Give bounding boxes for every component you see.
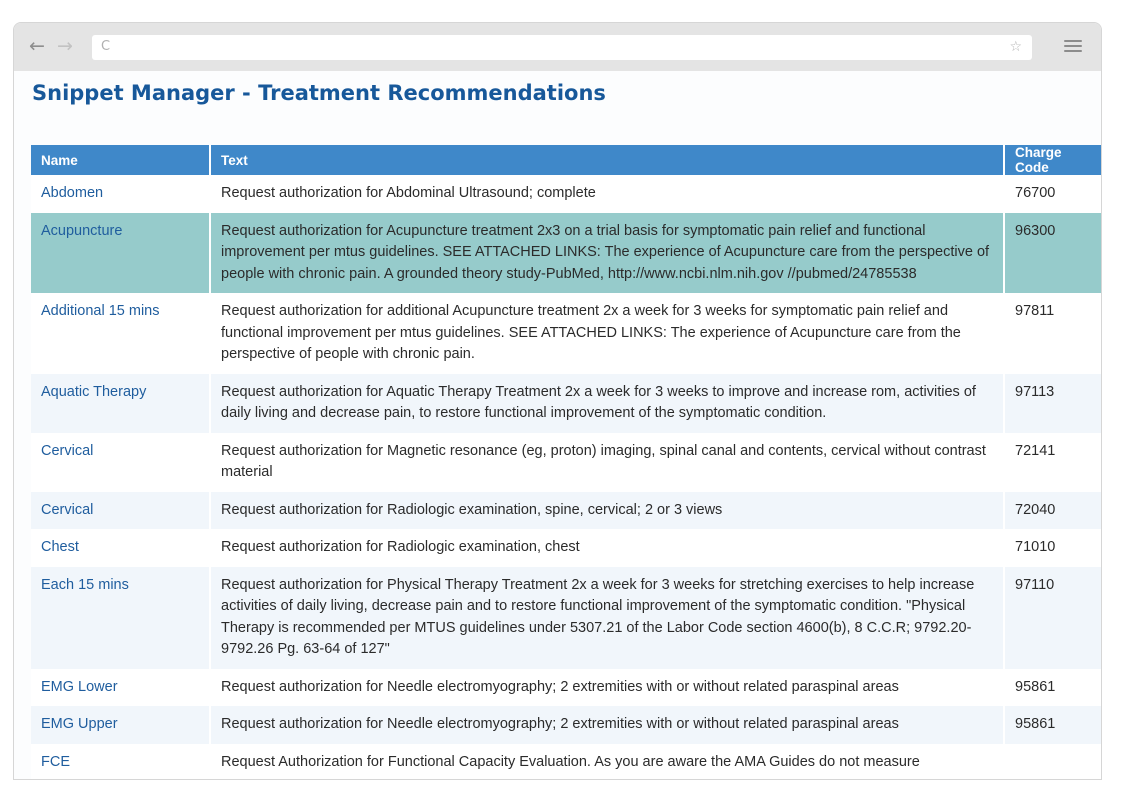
row-name-cell xyxy=(31,706,210,744)
back-arrow-icon[interactable]: ← xyxy=(29,35,45,57)
row-charge-code-cell: 72040 xyxy=(1004,492,1101,530)
row-charge-code-cell: 97110 xyxy=(1004,567,1101,669)
row-name-cell xyxy=(31,669,210,707)
row-charge-code-cell: 95861 xyxy=(1004,706,1101,744)
row-name-cell xyxy=(31,744,210,781)
column-header-text[interactable]: Text xyxy=(210,145,1004,175)
row-text-cell: Request authorization for Physical Therapy Treatment 2x a week for 3 weeks for stretching exercises to help increase activities of daily living, decrease pain and to restore functional improvement of the symptomatic condition. "Physical Therapy is recommended per MTUS guidelines under 5307.21 of the Labor Code section 4600(b), 8 C.C.R; 9792.20-9792.26 Pg. 63-64 of 127" xyxy=(210,567,1004,669)
row-charge-code-cell xyxy=(1004,744,1101,781)
snippet-name-link[interactable]: FCE xyxy=(41,753,70,770)
reload-icon[interactable]: C xyxy=(101,39,111,54)
bookmark-star-icon[interactable]: ☆ xyxy=(1009,39,1022,55)
row-charge-code-cell: 71010 xyxy=(1004,529,1101,567)
row-text-cell: Request authorization for Radiologic examination, spine, cervical; 2 or 3 views xyxy=(210,492,1004,530)
row-text-cell: Request authorization for Needle electromyography; 2 extremities with or without related paraspinal areas xyxy=(210,669,1004,707)
table-row[interactable] xyxy=(31,213,1101,294)
table-header-row xyxy=(31,145,1101,175)
forward-arrow-icon[interactable]: → xyxy=(57,35,73,57)
snippet-name-link[interactable]: Aquatic Therapy xyxy=(41,383,147,400)
table-row[interactable] xyxy=(31,492,1101,530)
column-header-charge-code[interactable]: Charge Code xyxy=(1004,145,1101,175)
row-name-cell xyxy=(31,433,210,492)
row-name-cell xyxy=(31,529,210,567)
snippet-name-link[interactable]: Additional 15 mins xyxy=(41,303,160,319)
page-title: Snippet Manager - Treatment Recommendations xyxy=(32,81,606,105)
row-charge-code-cell: 96300 xyxy=(1004,213,1101,294)
table-row[interactable] xyxy=(31,706,1101,744)
snippet-name-link[interactable]: Acupuncture xyxy=(41,222,123,239)
table-row[interactable] xyxy=(31,669,1101,707)
address-bar[interactable] xyxy=(92,35,1032,60)
row-text-cell: Request authorization for Needle electromyography; 2 extremities with or without related paraspinal areas xyxy=(210,706,1004,744)
row-charge-code-cell: 97811 xyxy=(1004,293,1101,374)
table-row[interactable] xyxy=(31,293,1101,374)
row-text-cell: Request authorization for additional Acupuncture treatment 2x a week for 3 weeks for symptomatic pain relief and functional improvement per mtus guidelines. SEE ATTACHED LINKS: The experience of Acupuncture care from the perspective of people with chronic pain. xyxy=(210,293,1004,374)
snippet-name-link[interactable]: EMG Upper xyxy=(41,716,118,732)
table-row[interactable] xyxy=(31,744,1101,781)
row-name-cell xyxy=(31,175,210,213)
row-text-cell: Request authorization for Radiologic examination, chest xyxy=(210,529,1004,567)
row-charge-code-cell: 95861 xyxy=(1004,669,1101,707)
snippet-name-link[interactable]: Cervical xyxy=(41,442,94,459)
row-text-cell: Request authorization for Aquatic Therapy Treatment 2x a week for 3 weeks to improve and increase rom, activities of daily living and decrease pain, to restore functional improvement of the symptomatic condition. xyxy=(210,374,1004,433)
snippet-name-link[interactable]: Chest xyxy=(41,539,79,555)
snippet-name-link[interactable]: EMG Lower xyxy=(41,678,118,695)
snippet-table xyxy=(31,145,1101,780)
row-name-cell xyxy=(31,293,210,374)
browser-toolbar xyxy=(14,23,1101,71)
snippet-name-link[interactable]: Abdomen xyxy=(41,185,104,201)
row-text-cell: Request Authorization for Functional Capacity Evaluation. As you are aware the AMA Guides do not measure xyxy=(210,744,1004,781)
row-name-cell xyxy=(31,213,210,294)
row-name-cell xyxy=(31,567,210,669)
page-content xyxy=(14,71,1101,780)
table-row[interactable] xyxy=(31,567,1101,669)
row-text-cell: Request authorization for Acupuncture treatment 2x3 on a trial basis for symptomatic pain relief and functional improvement per mtus guidelines. SEE ATTACHED LINKS: The experience of Acupuncture care from the perspective of people with chronic pain. A grounded theory study-PubMed, http://www.ncbi.nlm.nih.gov //pubmed/24785538 xyxy=(210,213,1004,294)
snippet-name-link[interactable]: Each 15 mins xyxy=(41,576,129,593)
row-text-cell: Request authorization for Abdominal Ultrasound; complete xyxy=(210,175,1004,213)
snippet-name-link[interactable]: Cervical xyxy=(41,501,94,518)
table-row[interactable] xyxy=(31,374,1101,433)
row-charge-code-cell: 97113 xyxy=(1004,374,1101,433)
row-charge-code-cell: 76700 xyxy=(1004,175,1101,213)
table-row[interactable] xyxy=(31,175,1101,213)
row-name-cell xyxy=(31,374,210,433)
table-row[interactable] xyxy=(31,433,1101,492)
row-name-cell xyxy=(31,492,210,530)
browser-window xyxy=(13,22,1102,780)
column-header-name[interactable]: Name xyxy=(31,145,210,175)
row-charge-code-cell: 72141 xyxy=(1004,433,1101,492)
hamburger-menu-icon[interactable] xyxy=(1064,40,1082,54)
row-text-cell: Request authorization for Magnetic resonance (eg, proton) imaging, spinal canal and contents, cervical without contrast material xyxy=(210,433,1004,492)
table-row[interactable] xyxy=(31,529,1101,567)
